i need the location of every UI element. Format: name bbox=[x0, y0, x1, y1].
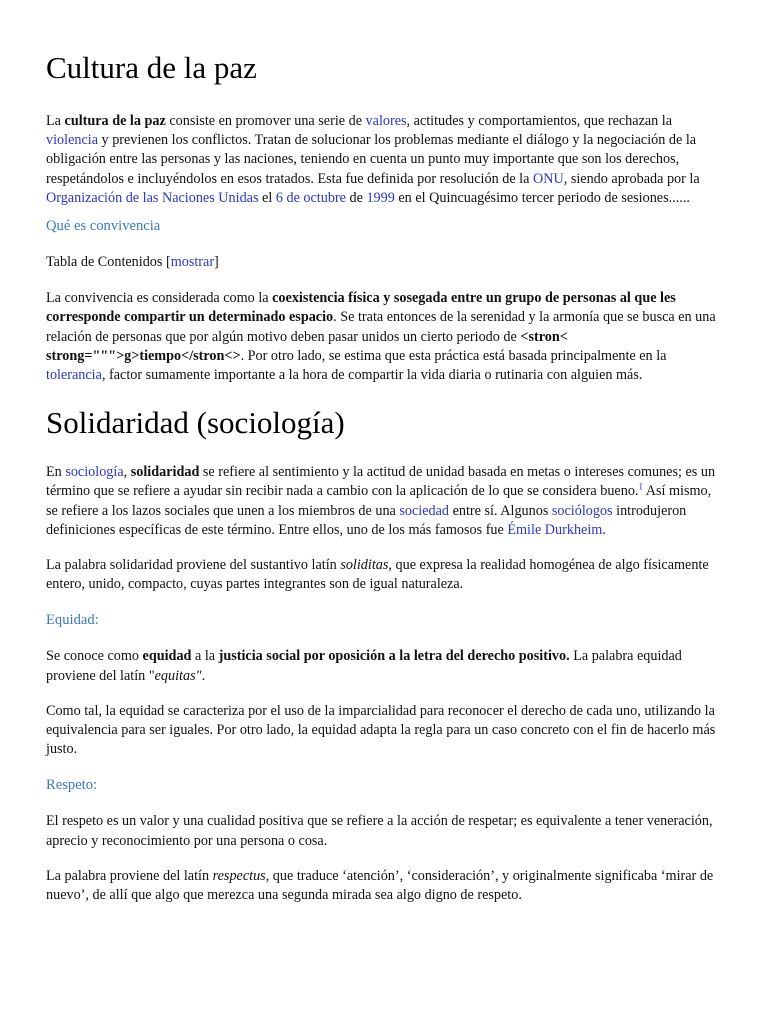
paragraph-respeto-2 bbox=[46, 867, 722, 905]
link-1999[interactable]: 1999 bbox=[366, 189, 395, 206]
text: Se conoce como bbox=[46, 648, 143, 665]
text: el bbox=[258, 189, 276, 206]
subheading-que-es-convivencia: Qué es convivencia bbox=[46, 218, 161, 235]
link-sociedad[interactable]: sociedad bbox=[399, 502, 450, 519]
toc-show-link[interactable]: mostrar bbox=[170, 254, 215, 271]
paragraph-convivencia bbox=[46, 289, 722, 385]
text: La palabra solidaridad proviene del sustantivo latín bbox=[46, 557, 341, 574]
link-valores[interactable]: valores bbox=[365, 113, 407, 129]
bold-term: justicia social por oposición a la letra del derecho positivo. bbox=[218, 648, 570, 665]
link-sociologia[interactable]: sociología bbox=[65, 464, 124, 481]
heading-cultura-de-la-paz: Cultura de la paz bbox=[46, 50, 257, 85]
bold-term: <stron< strong=""">g>tiempo</stron<> bbox=[46, 328, 568, 364]
table-of-contents bbox=[46, 253, 722, 272]
text: introdujeron definiciones específicas de este término. Entre ellos, uno de los más famosos fue bbox=[46, 502, 687, 538]
bold-term: cultura de la paz bbox=[64, 113, 166, 129]
text: . bbox=[602, 521, 606, 538]
bold-term: solidaridad bbox=[130, 464, 200, 481]
paragraph-solidaridad bbox=[46, 463, 722, 540]
text: . Por otro lado, se estima que esta práctica está basada principalmente en la bbox=[240, 347, 667, 364]
text: y previenen los conflictos. Tratan de solucionar los problemas mediante el diálogo y la negociación de la obligación entre las personas y las naciones, teniendo en cuenta un punto muy importante que son los derechos, respetándolos e incluyéndolos en esos tratados. Esta fue definida por resolución de la bbox=[46, 132, 697, 187]
text: . Se trata entonces de la serenidad y la armonía que se busca en una relación de personas que por algún motivo deben pasar unidos un cierto periodo de bbox=[46, 309, 716, 345]
paragraph-respeto-1: El respeto es un valor y una cualidad positiva que se refiere a la acción de respetar; es equivalente a tener veneración, aprecio y reconocimiento por una persona o cosa. bbox=[46, 813, 713, 849]
link-tolerancia[interactable]: tolerancia bbox=[46, 367, 102, 384]
link-emile-durkheim[interactable]: Émile Durkheim bbox=[507, 521, 603, 538]
text: La bbox=[46, 113, 65, 129]
paragraph-solidaridad-etimologia bbox=[46, 556, 722, 594]
link-6-de-octubre[interactable]: 6 de octubre bbox=[275, 189, 346, 206]
text: , bbox=[123, 464, 131, 481]
text: consiste en promover una serie de bbox=[165, 113, 366, 129]
subheading-equidad: Equidad: bbox=[46, 612, 99, 629]
bold-term: coexistencia física y sosegada entre un grupo de personas al que les corresponde compartir un determinado espacio bbox=[46, 290, 676, 326]
text: La palabra proviene del latín bbox=[46, 867, 213, 884]
text: La palabra equidad proviene del latín " bbox=[46, 648, 682, 684]
bold-term: equidad bbox=[142, 648, 192, 665]
subheading-respeto: Respeto: bbox=[46, 777, 98, 794]
link-organizacion-naciones-unidas[interactable]: Organización de las Naciones Unidas bbox=[46, 189, 259, 206]
italic-term: equitas" bbox=[154, 667, 202, 684]
italic-term: respectus bbox=[212, 867, 266, 884]
paragraph-equidad-2: Como tal, la equidad se caracteriza por el uso de la imparcialidad para reconocer el derecho de cada uno, utilizando la equivalencia para ser iguales. Por otro lado, la equidad adapta la regla para un caso concreto con el fin de hacerlo más justo. bbox=[46, 702, 716, 758]
toc-suffix: ] bbox=[214, 254, 219, 271]
text: , que traduce ‘atención’, ‘consideración’, y originalmente significaba ‘mirar de nuevo’, de allí que algo que merezca una segunda mirada sea algo digno de respeto. bbox=[46, 867, 714, 904]
text: se refiere al sentimiento y la actitud de unidad basada en metas o intereses comunes; es un término que se refiere a ayudar sin recibir nada a cambio con la aplicación de lo que se considera bueno. bbox=[46, 464, 716, 500]
text: , actitudes y comportamientos, que rechazan la bbox=[406, 113, 673, 129]
text: , factor sumamente importante a la hora de compartir la vida diaria o rutinaria con alguien más. bbox=[101, 367, 643, 384]
text: de bbox=[345, 189, 367, 206]
link-sociologos[interactable]: sociólogos bbox=[551, 502, 613, 519]
text: , que expresa la realidad homogénea de algo físicamente entero, unido, compacto, cuyas partes integrantes son de igual naturaleza. bbox=[46, 557, 709, 593]
toc-prefix: Tabla de Contenidos [ bbox=[46, 254, 171, 271]
paragraph-cultura-de-la-paz bbox=[46, 112, 722, 208]
text: entre sí. Algunos bbox=[449, 502, 552, 519]
link-onu[interactable]: ONU bbox=[532, 170, 564, 187]
text: a la bbox=[191, 648, 219, 665]
link-violencia[interactable]: violencia bbox=[46, 132, 98, 149]
text: La convivencia es considerada como la bbox=[46, 290, 273, 307]
text: , siendo aprobada por la bbox=[563, 170, 700, 187]
text: . bbox=[201, 667, 206, 684]
heading-solidaridad: Solidaridad (sociología) bbox=[46, 405, 345, 441]
paragraph-equidad-1 bbox=[46, 647, 722, 685]
footnote-link-1[interactable]: 1 bbox=[638, 481, 643, 492]
text: Así mismo, se refiere a los lazos sociales que unen a los miembros de una bbox=[46, 483, 712, 519]
text: en el Quincuagésimo tercer periodo de sesiones...... bbox=[394, 189, 690, 206]
text: En bbox=[46, 464, 66, 481]
italic-term: soliditas bbox=[340, 557, 389, 574]
